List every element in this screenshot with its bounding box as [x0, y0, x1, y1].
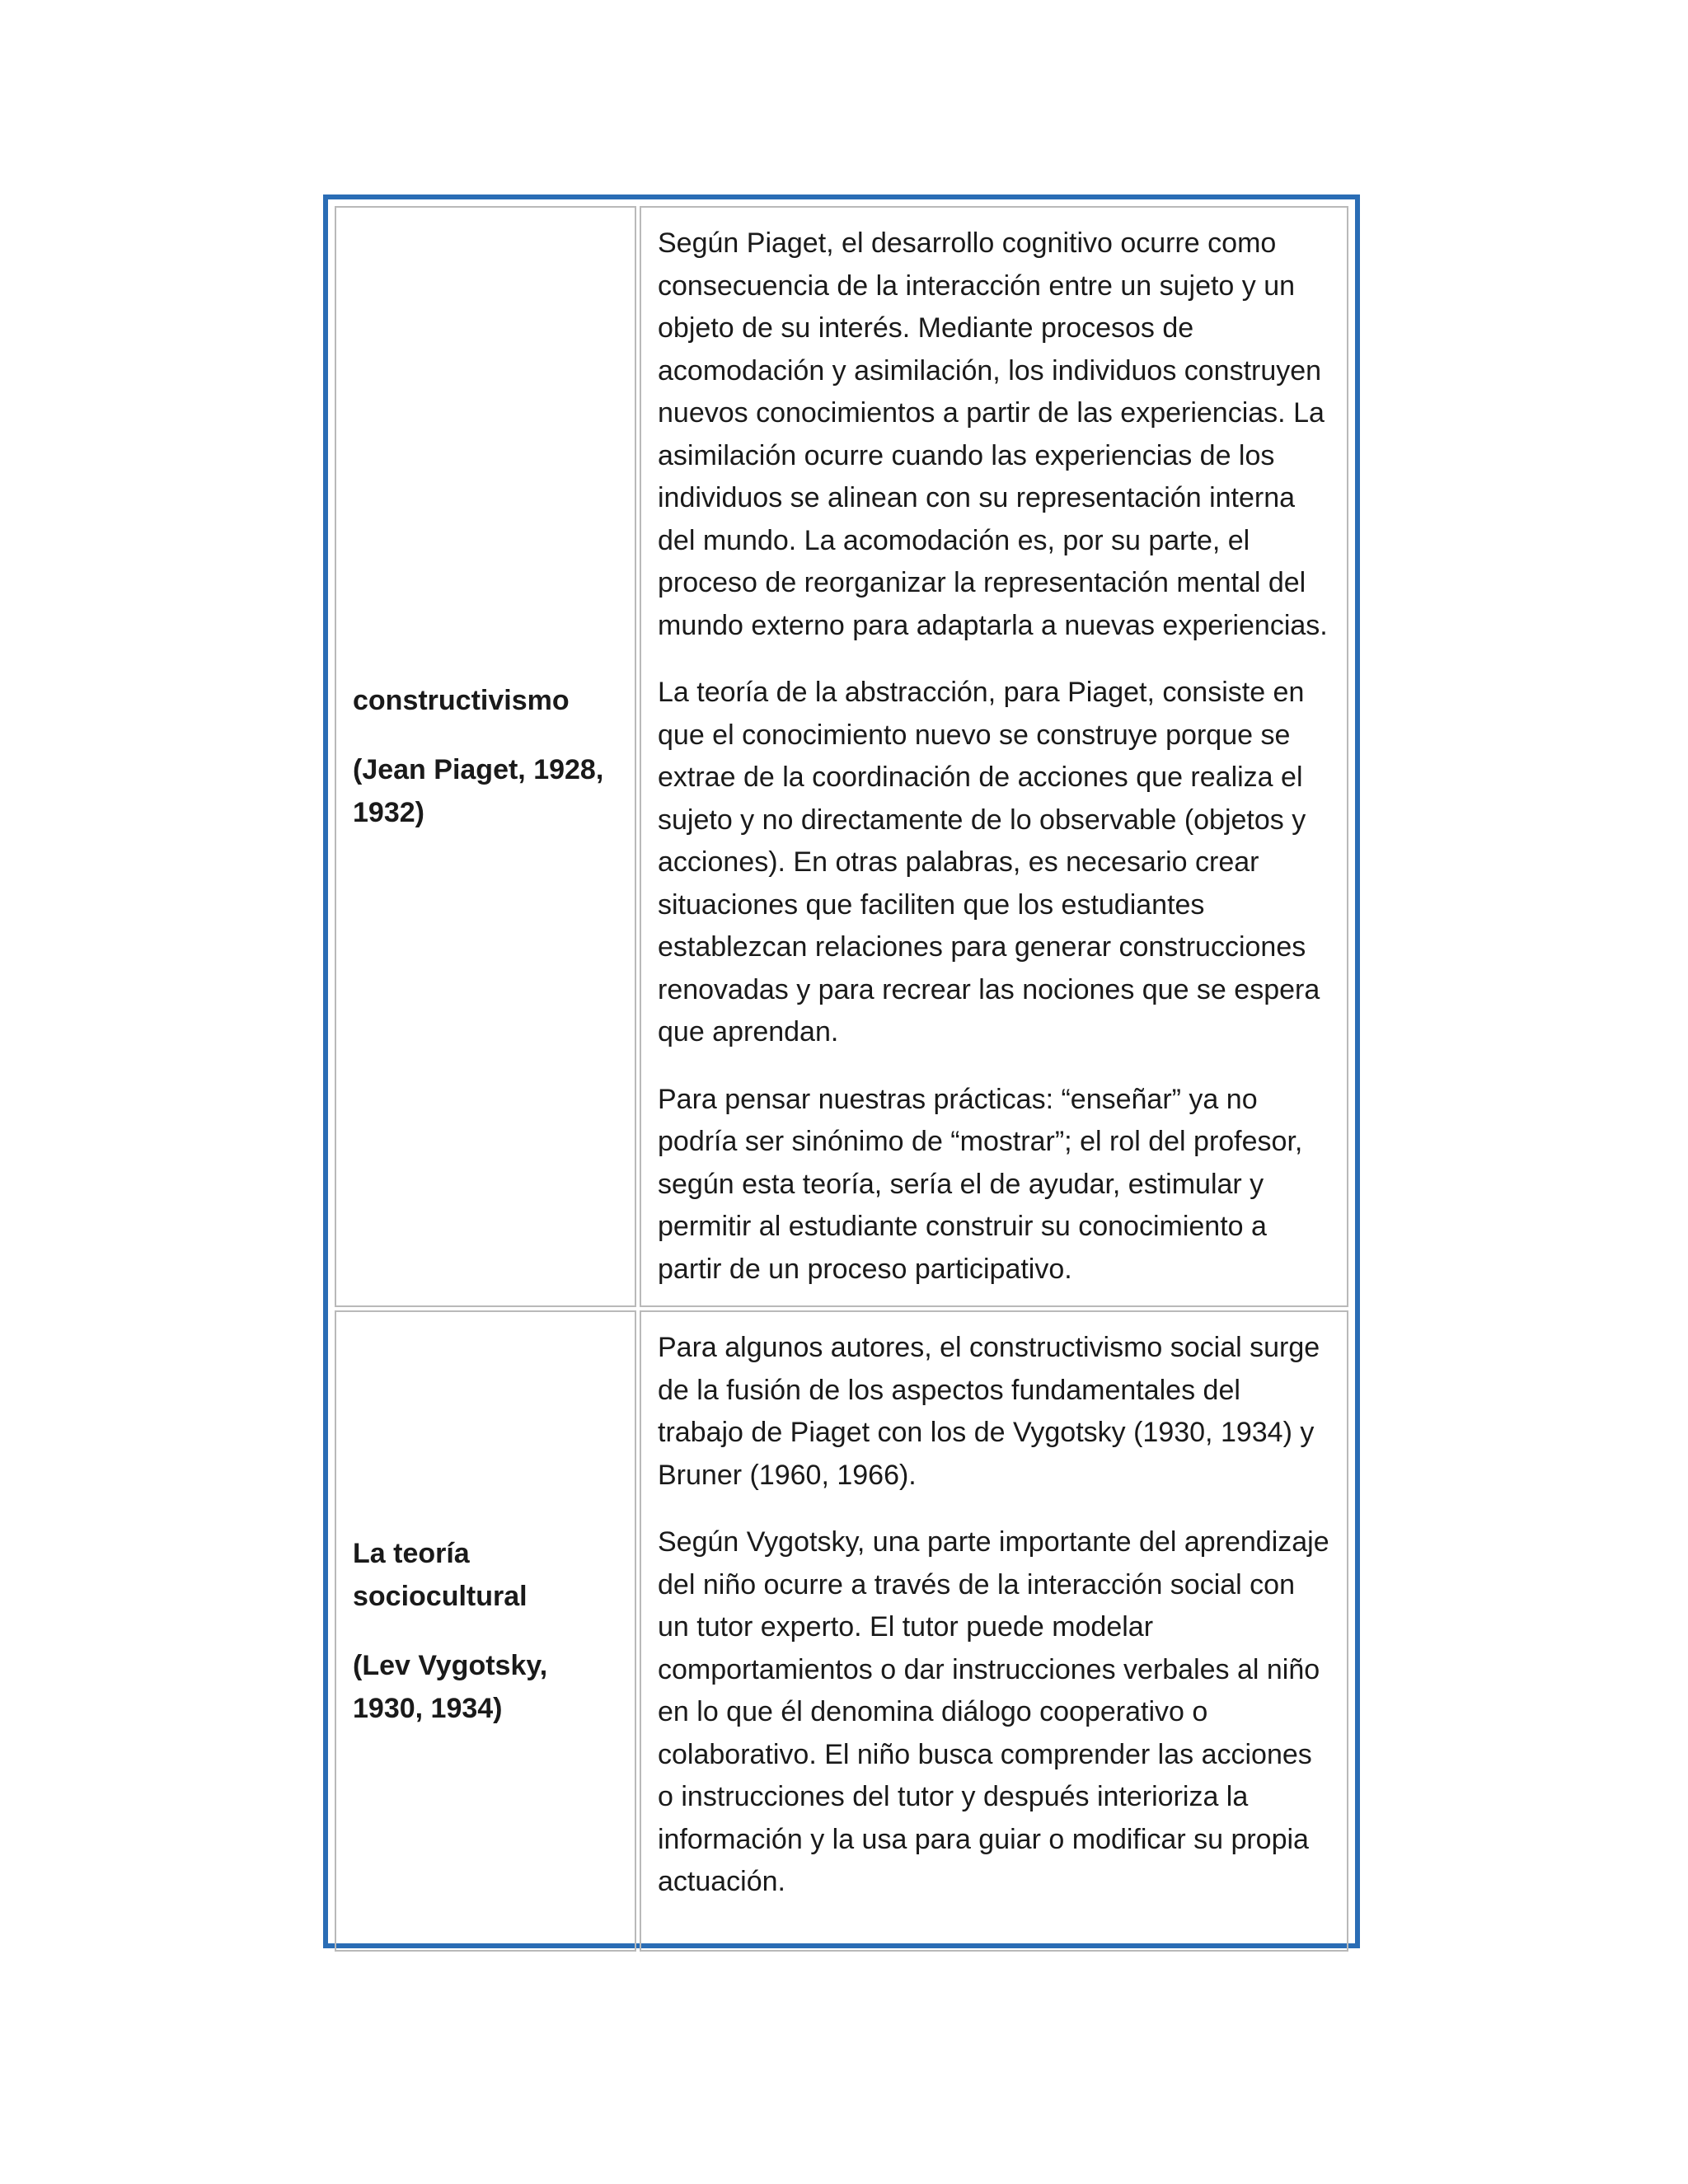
theory-table [331, 203, 1352, 1955]
theory-table-frame [323, 194, 1360, 1948]
theory-name-cell [335, 206, 636, 1307]
theory-author: (Lev Vygotsky, 1930, 1934) [353, 1650, 548, 1724]
table-row [335, 1310, 1348, 1952]
theory-description-cell [640, 206, 1348, 1307]
theory-name-cell [335, 1310, 636, 1952]
description-paragraph: Según Piaget, el desarrollo cognitivo ocurre como consecuencia de la interacción entre un sujeto y un objeto de su interés. Mediante procesos de acomodación y asimilación, los individuos construyen nuevos conocimientos a partir de las experiencias. La asimilación ocurre cuando las experiencias de los individuos se alinean con su representación interna del mundo. La acomodación es, por su parte, el proceso de reorganizar la representación mental del mundo externo para adaptarla a nuevas experiencias. [658, 227, 1328, 641]
description-paragraph: La teoría de la abstracción, para Piaget, consiste en que el conocimiento nuevo se construye porque se extrae de la coordinación de acciones que realiza el sujeto y no directamente de lo observable (objetos y acciones). En otras palabras, es necesario crear situaciones que faciliten que los estudiantes establezcan relaciones para generar construcciones renovadas y para recrear las nociones que se espera que aprendan. [658, 677, 1320, 1047]
theory-title: La teoría sociocultural [353, 1538, 528, 1612]
description-paragraph: Para pensar nuestras prácticas: “enseñar” ya no podría ser sinónimo de “mostrar”; el rol del profesor, según esta teoría, sería el de ayudar, estimular y permitir al estudiante construir su conocimiento a partir de un proceso participativo. [658, 1083, 1303, 1285]
description-paragraph: Para algunos autores, el constructivismo social surge de la fusión de los aspectos fundamentales del trabajo de Piaget con los de Vygotsky (1930, 1934) y Bruner (1960, 1966). [658, 1332, 1320, 1491]
theory-author: (Jean Piaget, 1928, 1932) [353, 754, 604, 828]
theory-title: constructivismo [353, 685, 570, 716]
table-row [335, 206, 1348, 1307]
description-paragraph: Según Vygotsky, una parte importante del aprendizaje del niño ocurre a través de la interacción social con un tutor experto. El tutor puede modelar comportamientos o dar instrucciones verbales al niño en lo que él denomina diálogo cooperativo o colaborativo. El niño busca comprender las acciones o instrucciones del tutor y después interioriza la información y la usa para guiar o modificar su propia actuación. [658, 1526, 1329, 1897]
theory-description-cell [640, 1310, 1348, 1952]
